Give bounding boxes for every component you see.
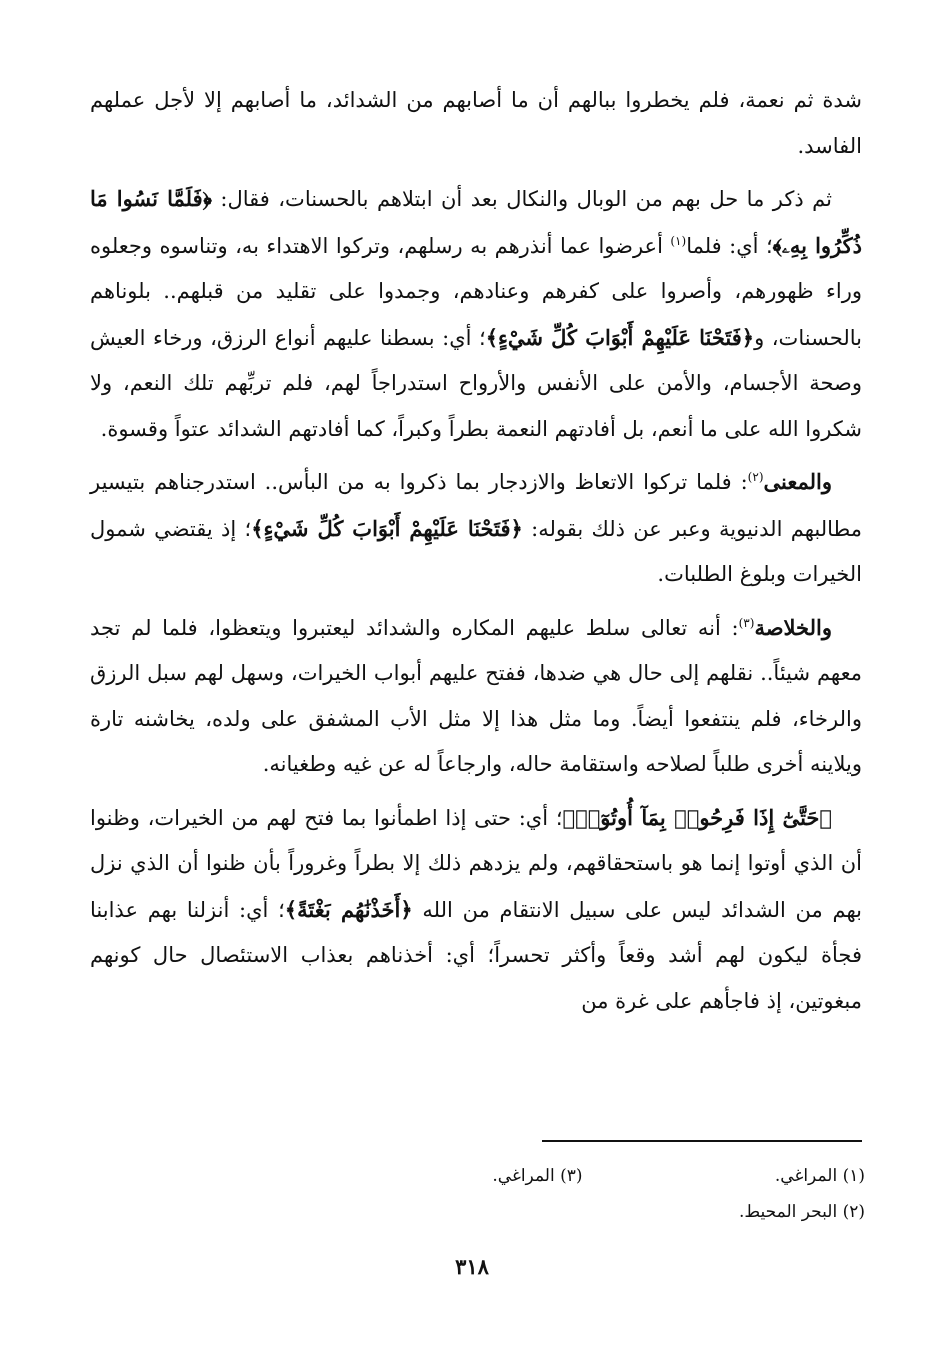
quran-verse: ﴿فَتَحْنَا عَلَيْهِمْ أَبْوَابَ كُلِّ شَيْءٍ﴾ [485, 324, 755, 350]
footnote-divider [542, 1140, 862, 1142]
text-run: ؛ أي: أنزلنا بهم عذابنا فجأة ليكون لهم أشد وقعاً وأكثر تحسراً؛ أي: أخذناهم بعذاب الاستئصال حال كونهم مبغوتين، إذ فاجأهم على غرة من [90, 897, 862, 1013]
body-text [90, 78, 862, 1031]
quran-verse: ﴿فَتَحْنَا عَلَيْهِمْ أَبْوَابَ كُلِّ شَيْءٍ﴾ [251, 515, 523, 541]
quran-verse: ﴿فَلَمَّا نَسُوا مَا ذُكِّرُوا بِهِۦ﴾ [90, 186, 862, 258]
quran-verse: ﴿أَخَذْنَٰهُم بَغْتَةً﴾ [284, 896, 413, 922]
text-run: أعرضوا عما أنذرهم به رسلهم، وتركوا الاهتداء به، وتناسوه وجعلوه وراء ظهورهم، وأصروا على كفرهم وعنادهم، وجمدوا على تقليد من قبلهم.. بلوناهم بالحسنات، و [90, 233, 862, 350]
paragraph [90, 795, 862, 1025]
paragraph [90, 605, 862, 788]
paragraph [90, 78, 862, 169]
text-run: : أنه تعالى سلط عليهم المكاره والشدائد ليعتبروا ويتعظوا، فلما لم تجد معهم شيئاً.. نقلهم إلى حال هي ضدها، ففتح عليهم أبواب الخيرات، وسهل لهم سبل الرزق والرخاء، فلم ينتفعوا أيضاً. وما مثل هذا إلا مثل الأب المشفق على ولده، يخاشنه تارة ويلاينه أخرى طلباً لصلاحه واستقامة حاله، وارجاعاً له عن غيه وطغيانه. [90, 615, 862, 776]
footnote-marker: (١) [670, 233, 687, 248]
text-run: ؛ أي: فلما [686, 233, 773, 258]
footnote-2: (٢) البحر المحيط. [739, 1202, 865, 1222]
text-run: ؛ أي: حتى إذا اطمأنوا بما فتح لهم من الخيرات، وظنوا أن الذي أوتوا إنما هو باستحقاقهم، ولم يزدهم ذلك إلا بطراً وغروراً بأن ظنوا أن الذي نزل بهم من الشدائد ليس على سبيل الانتقام من الله [90, 805, 862, 922]
section-heading: والمعنى [763, 469, 832, 494]
footnotes [300, 1158, 865, 1230]
footnote-marker: (٣) [738, 615, 755, 630]
text-run: : فلما تركوا الاتعاظ والازدجار بما ذكروا به من البأس.. استدرجناهم بتيسير مطالبهم الدنيوية وعبر عن ذلك بقوله: [90, 470, 862, 541]
text-run: ؛ إذ يقتضي شمول الخيرات وبلوغ الطلبات. [90, 516, 862, 586]
footnote-row [300, 1158, 865, 1194]
text-run: ثم ذكر ما حل بهم من الوبال والنكال بعد أن ابتلاهم بالحسنات، فقال: [211, 187, 832, 211]
footnote-1: (١) المراغي. [774, 1166, 865, 1186]
paragraph [90, 176, 862, 452]
footnote-3: (٣) المراغي. [492, 1166, 583, 1186]
footnote-marker: (٢) [747, 470, 764, 484]
page-number: ٣١٨ [455, 1254, 489, 1279]
text-run: شدة ثم نعمة، فلم يخطروا ببالهم أن ما أصابهم من الشدائد، ما أصابهم إلا لأجل عملهم الفاسد. [90, 88, 862, 158]
text-run: ؛ أي: بسطنا عليهم أنواع الرزق، ورخاء العيش وصحة الأجسام، والأمن على الأنفس والأرواح استدراجاً لهم، فلم تربِّهم تلك النعم، ولا شكروا الله على ما أنعم، بل أفادتهم النعمة بطراً وكبراً، كما أفادتهم الشدائد عتواً وقسوة. [90, 325, 862, 441]
footnote-row [300, 1194, 865, 1230]
paragraph [90, 459, 862, 598]
quran-verse: ﴿حَتَّىٰٓ إِذَا فَرِحُوا۟ بِمَآ أُوتُوٓا۟﴾ [562, 804, 832, 830]
section-heading: والخلاصة [754, 614, 832, 640]
